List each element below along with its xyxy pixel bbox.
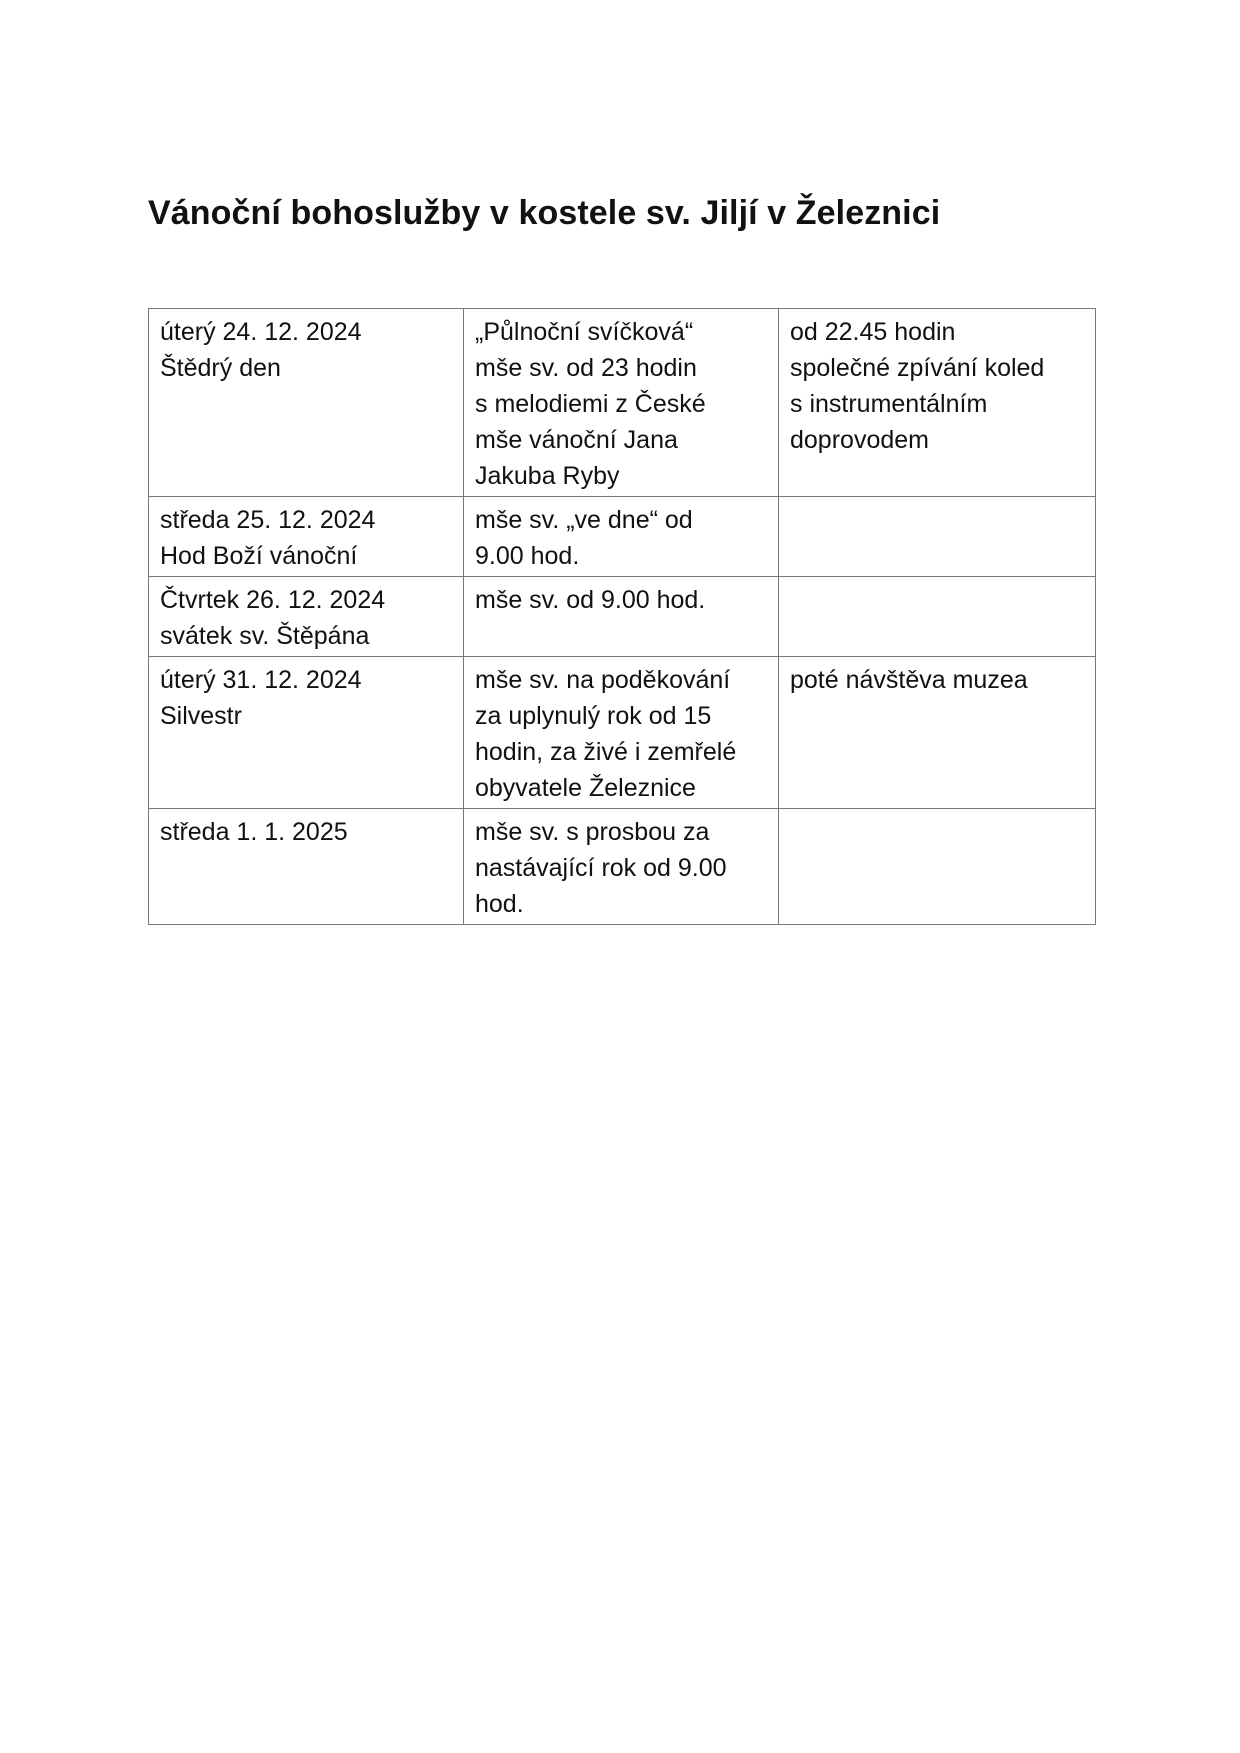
- feast-name: Hod Boží vánoční: [160, 542, 358, 570]
- service-line: mše vánoční Jana: [475, 426, 678, 454]
- schedule-table: [148, 308, 1096, 925]
- service-line: 9.00 hod.: [475, 542, 580, 570]
- service-line: mše sv. „ve dne“ od: [475, 506, 693, 534]
- date-cell: [149, 809, 464, 925]
- note-line: poté návštěva muzea: [790, 666, 1028, 694]
- date-line: středa 1. 1. 2025: [160, 818, 348, 846]
- note-line: s instrumentálním: [790, 390, 988, 418]
- service-cell: [464, 309, 779, 497]
- note-cell: [779, 309, 1096, 497]
- service-line: hodin, za živé i zemřelé: [475, 738, 737, 766]
- service-cell: [464, 809, 779, 925]
- service-cell: [464, 577, 779, 657]
- service-line: mše sv. na poděkování: [475, 666, 731, 694]
- date-line: středa 25. 12. 2024: [160, 506, 376, 534]
- service-line: nastávající rok od 9.00: [475, 854, 727, 882]
- feast-name: svátek sv. Štěpána: [160, 622, 370, 650]
- service-cell: [464, 657, 779, 809]
- date-cell: [149, 309, 464, 497]
- service-line: mše sv. od 9.00 hod.: [475, 586, 706, 614]
- note-line: společné zpívání koled: [790, 354, 1045, 382]
- date-cell: [149, 657, 464, 809]
- table-row: [149, 809, 1096, 925]
- note-line: od 22.45 hodin: [790, 318, 956, 346]
- service-line: Jakuba Ryby: [475, 462, 620, 490]
- note-line: doprovodem: [790, 426, 929, 454]
- service-line: obyvatele Železnice: [475, 774, 696, 802]
- note-cell: [779, 497, 1096, 577]
- date-line: úterý 24. 12. 2024: [160, 318, 362, 346]
- note-cell: [779, 657, 1096, 809]
- feast-name: Štědrý den: [160, 354, 281, 382]
- service-line: mše sv. od 23 hodin: [475, 354, 697, 382]
- service-line: za uplynulý rok od 15: [475, 702, 712, 730]
- table-row: [149, 497, 1096, 577]
- service-line: hod.: [475, 890, 524, 918]
- service-line: „Půlnoční svíčková“: [475, 318, 694, 346]
- table-row: [149, 657, 1096, 809]
- page-title: Vánoční bohoslužby v kostele sv. Jiljí v Železnici: [148, 194, 941, 232]
- table-row: [149, 577, 1096, 657]
- note-cell: [779, 577, 1096, 657]
- date-cell: [149, 577, 464, 657]
- service-cell: [464, 497, 779, 577]
- service-line: mše sv. s prosbou za: [475, 818, 710, 846]
- date-line: Čtvrtek 26. 12. 2024: [160, 586, 386, 614]
- feast-name: Silvestr: [160, 702, 242, 730]
- schedule-table-body: [149, 309, 1096, 925]
- date-line: úterý 31. 12. 2024: [160, 666, 362, 694]
- note-cell: [779, 809, 1096, 925]
- date-cell: [149, 497, 464, 577]
- service-line: s melodiemi z České: [475, 390, 706, 418]
- table-row: [149, 309, 1096, 497]
